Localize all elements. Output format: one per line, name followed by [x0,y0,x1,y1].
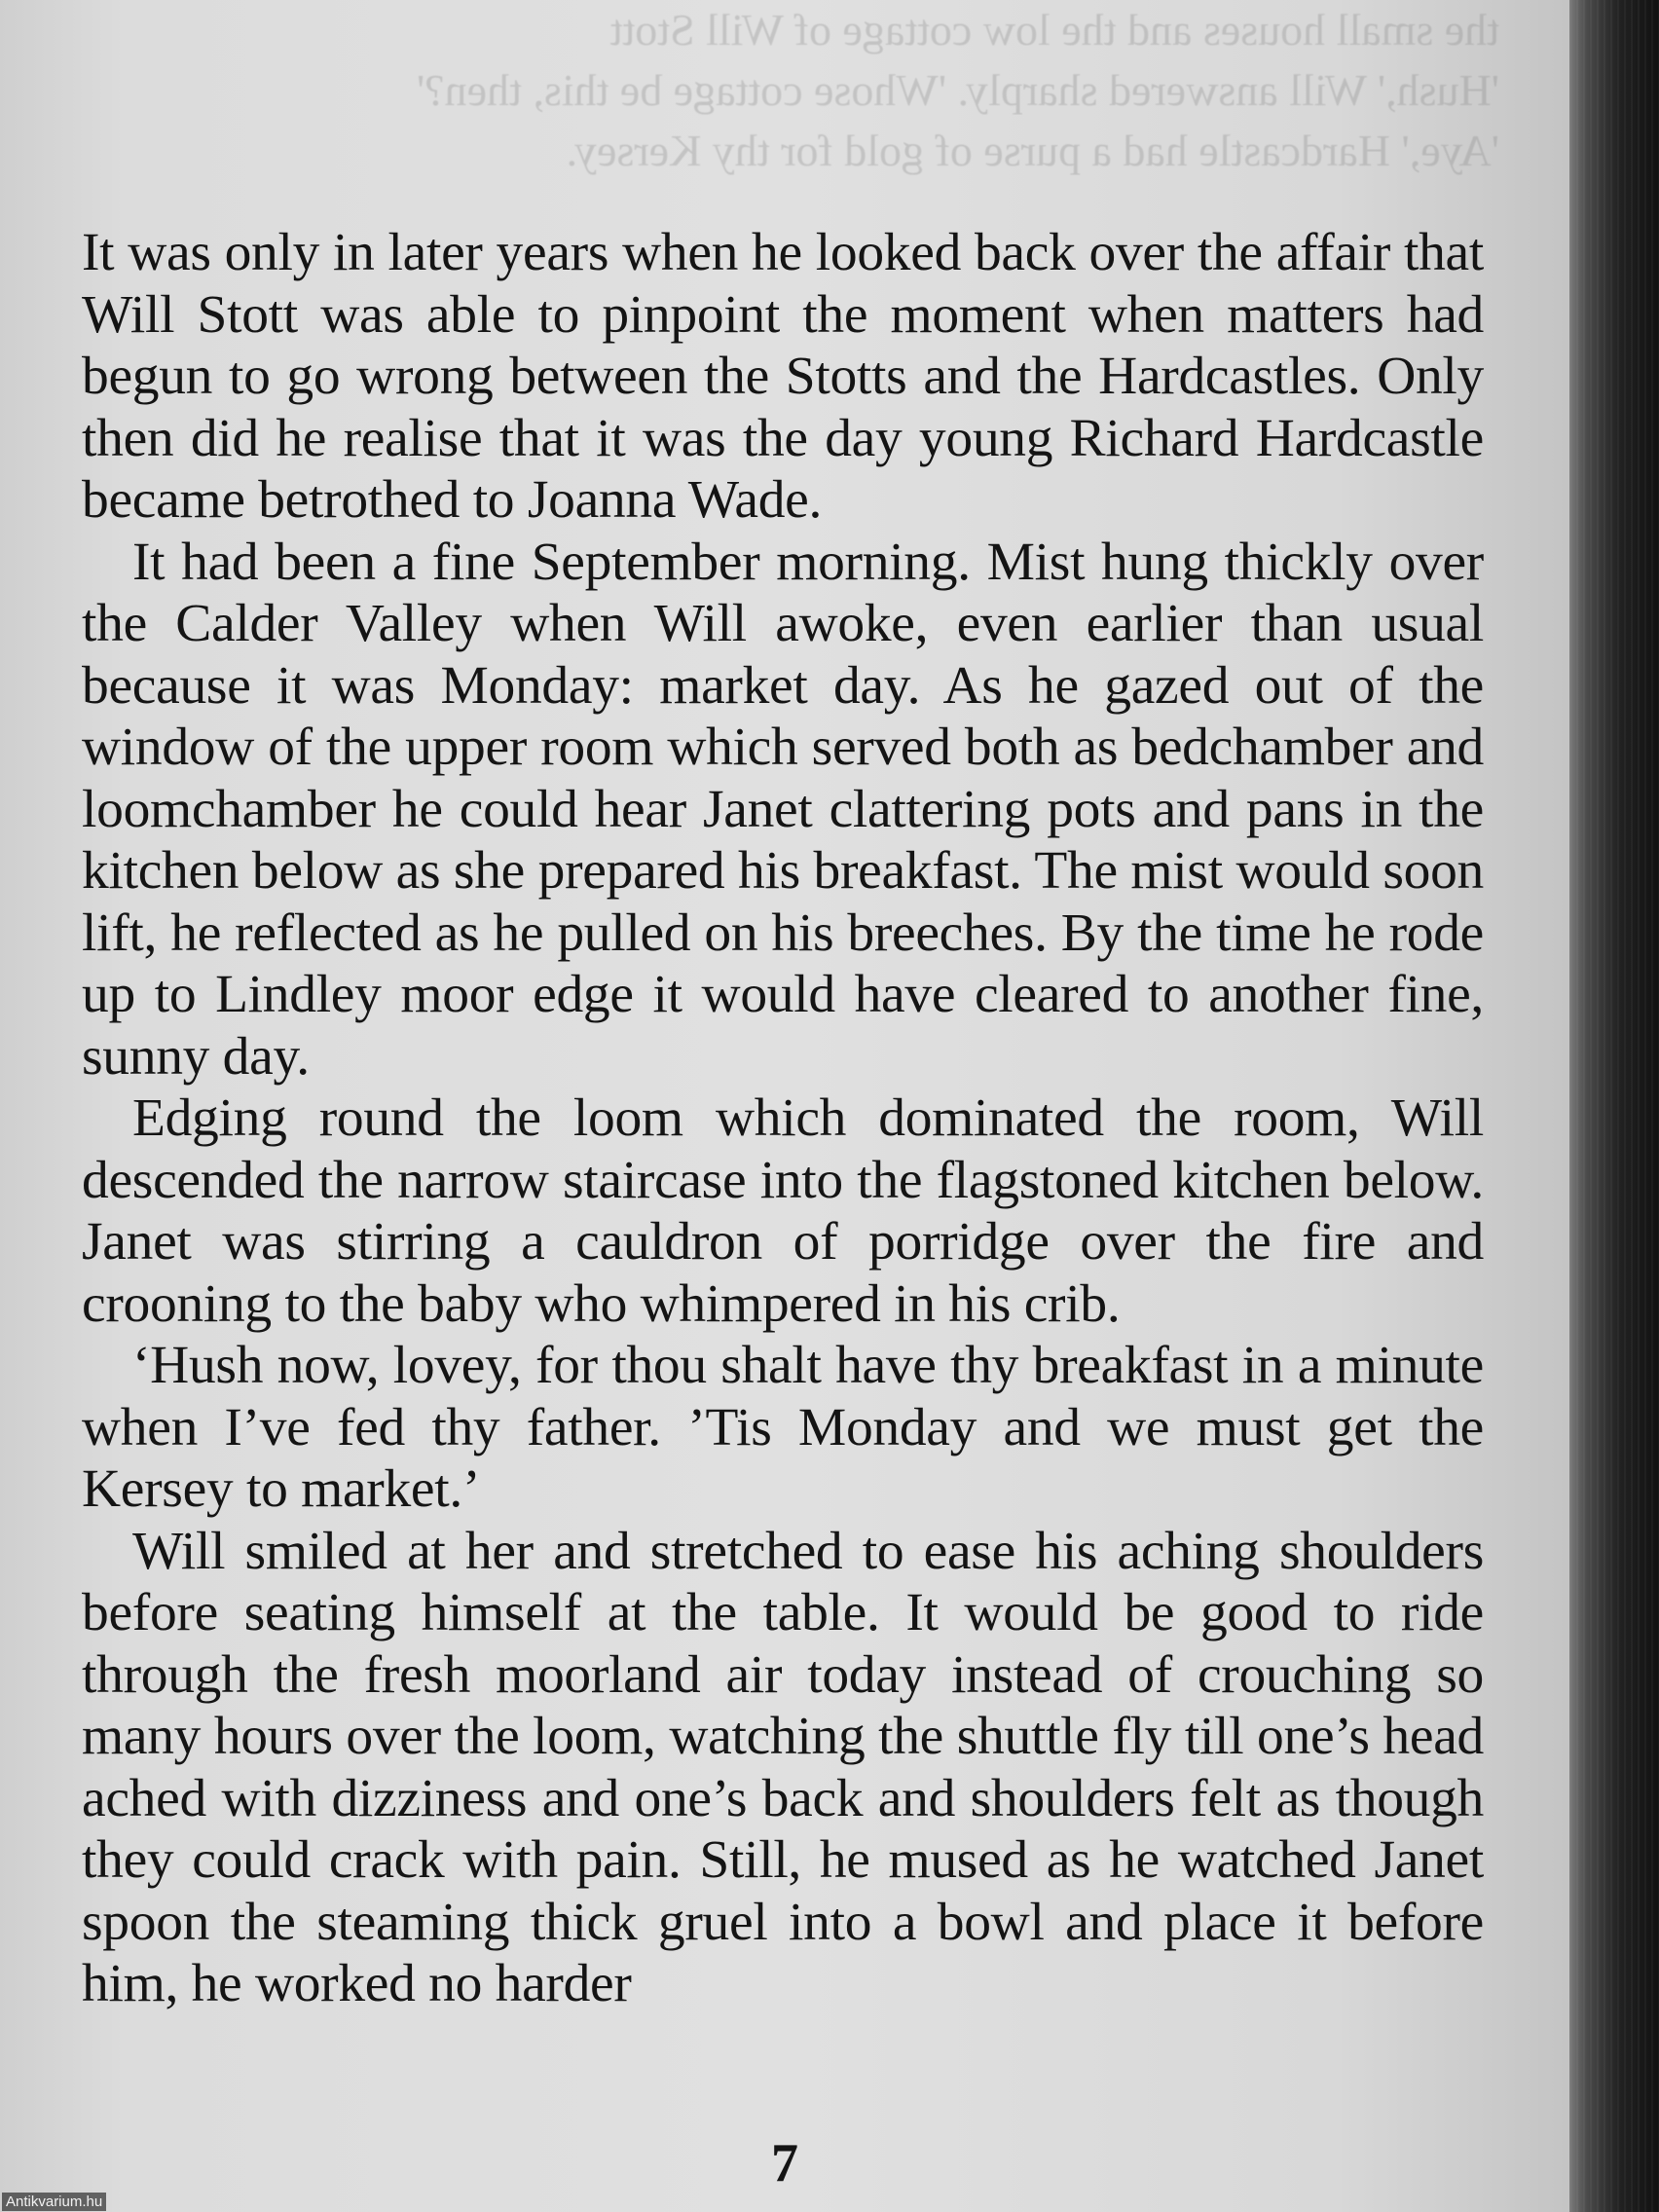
watermark: Antikvarium.hu [2,2193,106,2211]
paragraph: Edging round the loom which dominated the room, Will descended the narrow staircase into the flagstoned kitchen below. Janet was stirring a cauldron of porridge over the fire and crooning to the baby who whimpered in his crib. [82,1088,1484,1334]
spine-texture [1569,0,1659,2212]
paragraph: It had been a fine September morning. Mist hung thickly over the Calder Valley when Will awoke, even earlier than usual because it was Monday: market day. As he gazed out of the window of the upper room which served both as bedchamber and loomchamber he could hear Janet clattering pots and pans in the kitchen below as she prepared his breakfast. The mist would soon lift, he reflected as he pulled on his breeches. By the time he rode up to Lindley moor edge it would have cleared to another fine, sunny day. [82,532,1484,1087]
bleed-line: 'Aye,' Hardcastle had a purse of gold for thy Kersey. [566,126,1499,175]
bleed-line: the small houses and the low cottage of Will Stott [609,5,1499,55]
page-number: 7 [771,2133,798,2194]
body-text [82,222,1484,2015]
bleed-line: 'Hush,' Will answered sharply. 'Whose cottage be this, then?' [416,65,1499,115]
show-through-text [58,0,1499,214]
paragraph: Will smiled at her and stretched to ease his aching shoulders before seating himself at the table. It would be good to ride through the fresh moorland air today instead of crouching so many hours over the loom, watching the shuttle fly till one’s head ached with dizziness and one’s back and shoulders felt as though they could crack with pain. Still, he mused as he watched Janet spoon the steaming thick gruel into a bowl and place it before him, he worked no harder [82,1521,1484,2013]
paragraph: It was only in later years when he looked back over the affair that Will Stott was able to pinpoint the moment when matters had begun to go wrong between the Stotts and the Hardcastles. Only then did he realise that it was the day young Richard Hardcastle became betrothed to Joanna Wade. [82,223,1484,530]
book-spine-shadow [1569,0,1659,2212]
paragraph: ‘Hush now, lovey, for thou shalt have thy breakfast in a minute when I’ve fed thy father. ’Tis Monday and we must get the Kersey to market.’ [82,1336,1484,1519]
